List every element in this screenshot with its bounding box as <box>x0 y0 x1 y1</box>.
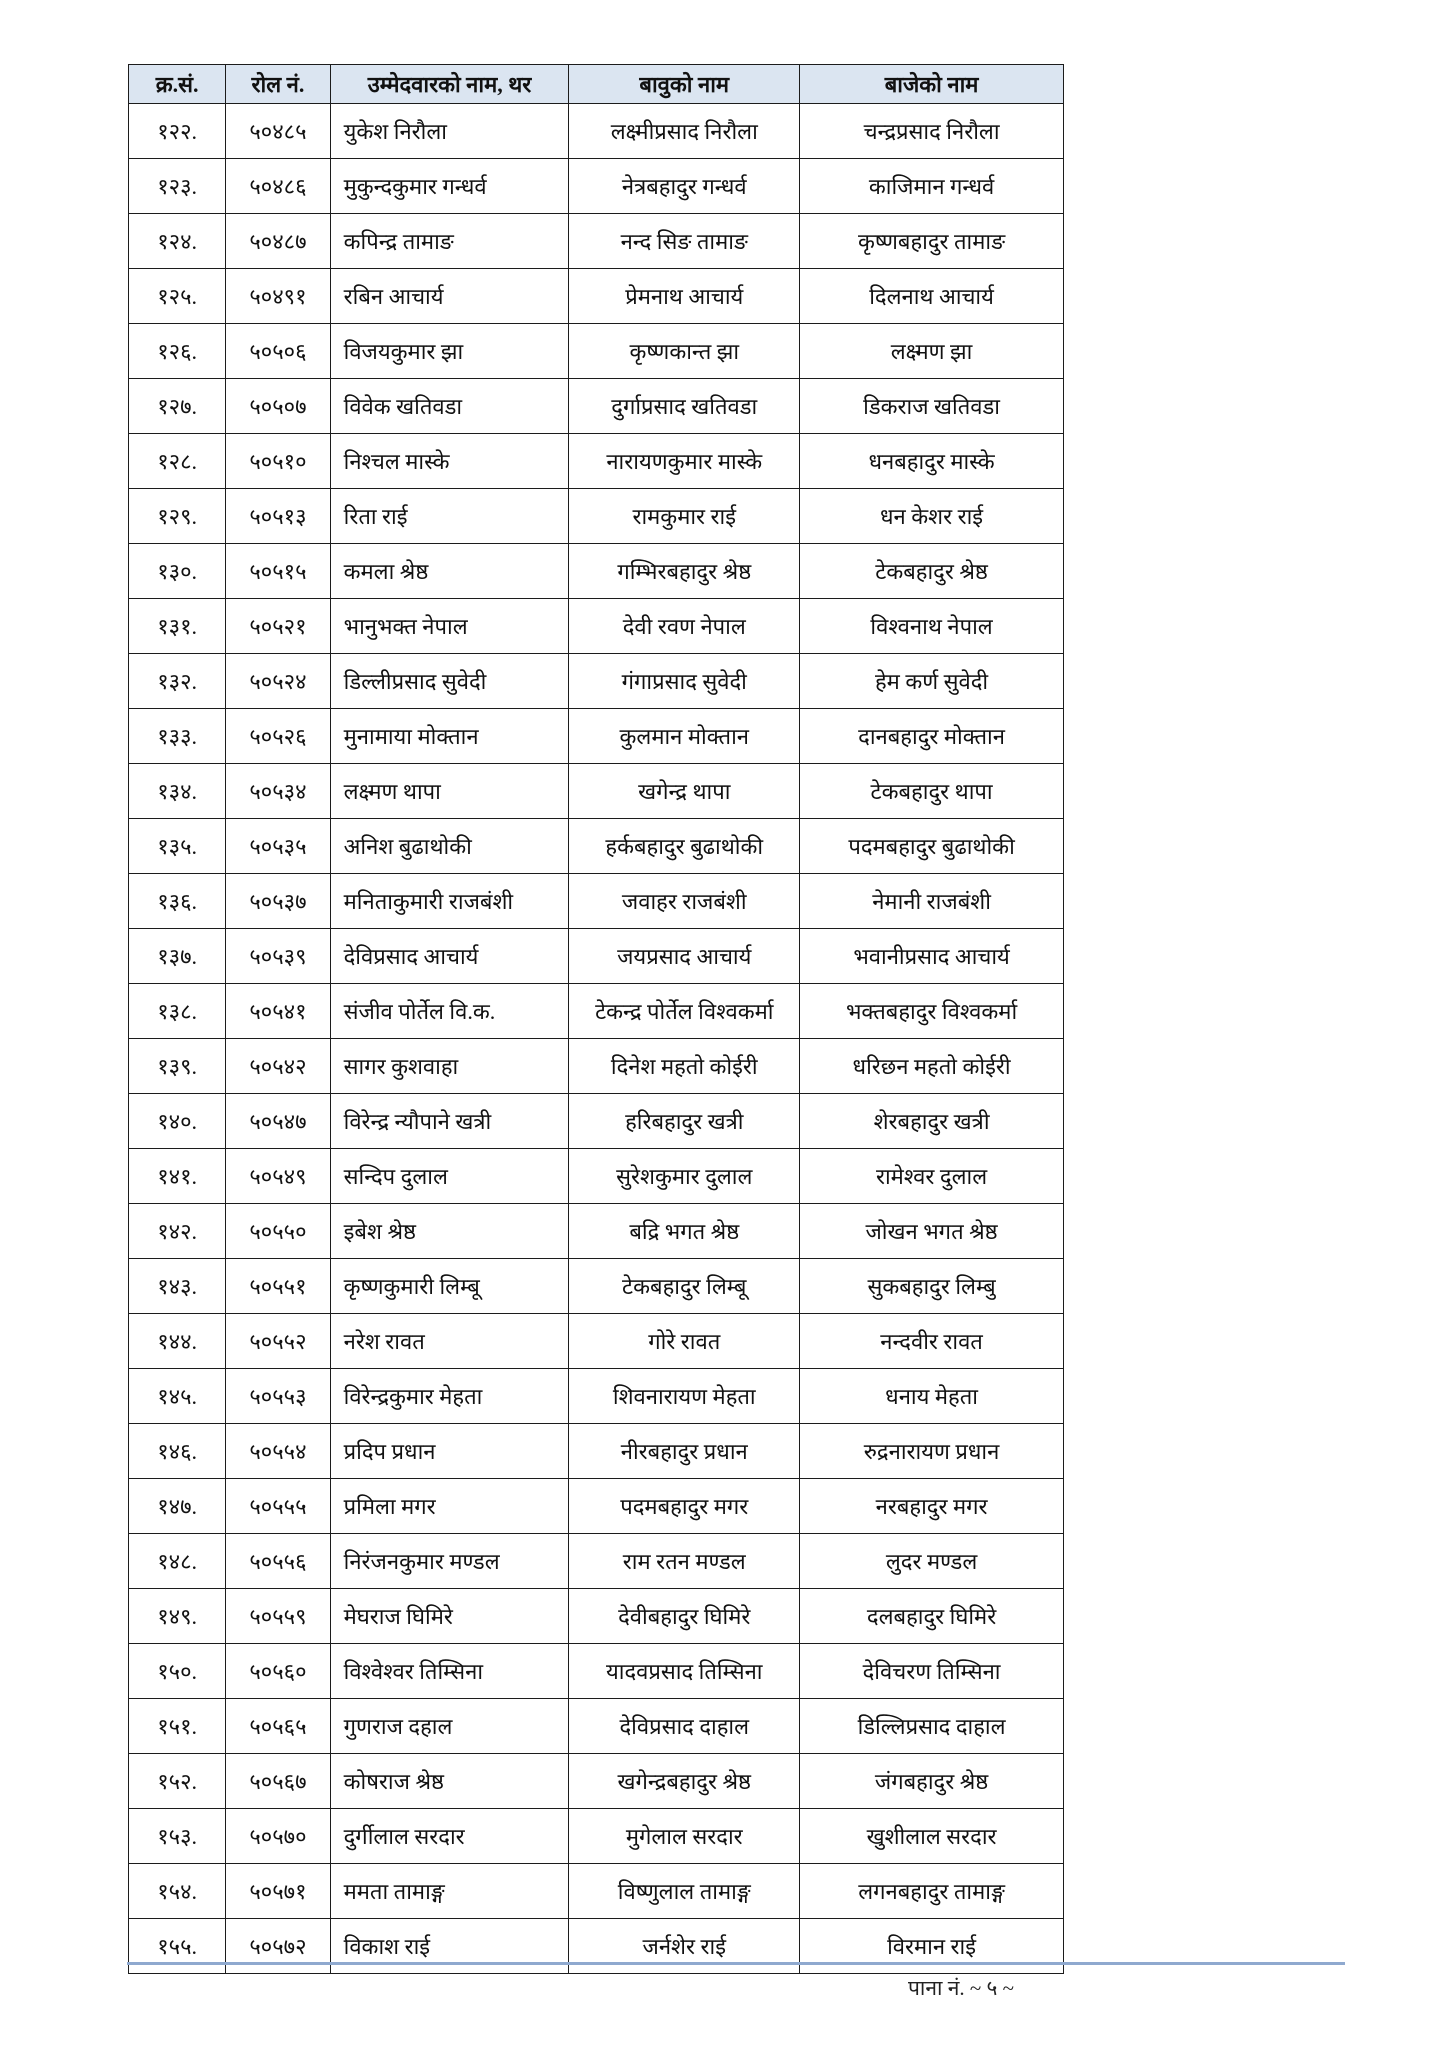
table-cell: १३९. <box>129 1039 226 1094</box>
table-cell: प्रमिला मगर <box>330 1479 569 1534</box>
table-cell: संजीव पोर्तेल वि.क. <box>330 984 569 1039</box>
table-row <box>129 1094 1064 1149</box>
table-cell: ५०५२६ <box>226 709 330 764</box>
table-row <box>129 214 1064 269</box>
table-cell: १५३. <box>129 1809 226 1864</box>
table-cell: १२२. <box>129 104 226 159</box>
table-cell: लक्ष्मण झा <box>800 324 1064 379</box>
table-cell: यादवप्रसाद तिम्सिना <box>569 1644 800 1699</box>
table-cell: बद्रि भगत श्रेष्ठ <box>569 1204 800 1259</box>
table-row <box>129 1039 1064 1094</box>
table-cell: देविप्रसाद दाहाल <box>569 1699 800 1754</box>
table-cell: डिल्लीप्रसाद सुवेदी <box>330 654 569 709</box>
table-cell: कृष्णबहादुर तामाङ <box>800 214 1064 269</box>
table-cell: ५०५४२ <box>226 1039 330 1094</box>
table-cell: ५०५०७ <box>226 379 330 434</box>
table-cell: १२५. <box>129 269 226 324</box>
table-cell: जोखन भगत श्रेष्ठ <box>800 1204 1064 1259</box>
table-row <box>129 709 1064 764</box>
table-row <box>129 1534 1064 1589</box>
table-cell: प्रदिप प्रधान <box>330 1424 569 1479</box>
table-cell: १२६. <box>129 324 226 379</box>
table-cell: कोषराज श्रेष्ठ <box>330 1754 569 1809</box>
table-row <box>129 929 1064 984</box>
table-cell: १५१. <box>129 1699 226 1754</box>
table-row <box>129 1149 1064 1204</box>
header-row <box>129 65 1064 104</box>
table-cell: कृष्णकान्त झा <box>569 324 800 379</box>
table-cell: सुरेशकुमार दुलाल <box>569 1149 800 1204</box>
table-cell: रामेश्वर दुलाल <box>800 1149 1064 1204</box>
table-cell: ५०५३५ <box>226 819 330 874</box>
table-cell: विवेक खतिवडा <box>330 379 569 434</box>
table-row <box>129 1424 1064 1479</box>
table-cell: विश्वेश्वर तिम्सिना <box>330 1644 569 1699</box>
table-cell: टेकन्द्र पोर्तेल विश्वकर्मा <box>569 984 800 1039</box>
table-cell: ५०५१३ <box>226 489 330 544</box>
table-row <box>129 1369 1064 1424</box>
table-row <box>129 1809 1064 1864</box>
table-cell: ५०५७१ <box>226 1864 330 1919</box>
table-cell: १४५. <box>129 1369 226 1424</box>
table-cell: ५०५५३ <box>226 1369 330 1424</box>
table-row <box>129 1644 1064 1699</box>
table-cell: ५०५५९ <box>226 1589 330 1644</box>
table-cell: मुकुन्दकुमार गन्धर्व <box>330 159 569 214</box>
table-cell: जयप्रसाद आचार्य <box>569 929 800 984</box>
table-cell: १२९. <box>129 489 226 544</box>
candidates-table <box>128 64 1064 1974</box>
table-row <box>129 1864 1064 1919</box>
table-cell: दिलनाथ आचार्य <box>800 269 1064 324</box>
table-cell: ५०५६० <box>226 1644 330 1699</box>
table-cell: विरेन्द्रकुमार मेहता <box>330 1369 569 1424</box>
table-cell: सन्दिप दुलाल <box>330 1149 569 1204</box>
table-row <box>129 874 1064 929</box>
table-cell: १४०. <box>129 1094 226 1149</box>
table-cell: ५०४८५ <box>226 104 330 159</box>
table-cell: लुदर मण्डल <box>800 1534 1064 1589</box>
table-cell: १४७. <box>129 1479 226 1534</box>
table-cell: जंगबहादुर श्रेष्ठ <box>800 1754 1064 1809</box>
table-cell: डिल्लिप्रसाद दाहाल <box>800 1699 1064 1754</box>
table-cell: १३१. <box>129 599 226 654</box>
table-cell: इबेश श्रेष्ठ <box>330 1204 569 1259</box>
table-cell: मुगेलाल सरदार <box>569 1809 800 1864</box>
table-cell: देवी रवण नेपाल <box>569 599 800 654</box>
table-cell: ५०५३९ <box>226 929 330 984</box>
table-cell: विश्वनाथ नेपाल <box>800 599 1064 654</box>
table-cell: देवीबहादुर घिमिरे <box>569 1589 800 1644</box>
table-cell: १३४. <box>129 764 226 819</box>
column-header-roll-number: रोल नं. <box>226 65 330 104</box>
table-cell: ५०४८६ <box>226 159 330 214</box>
table-cell: १३३. <box>129 709 226 764</box>
table-cell: ५०५०६ <box>226 324 330 379</box>
table-cell: काजिमान गन्धर्व <box>800 159 1064 214</box>
table-cell: गुणराज दहाल <box>330 1699 569 1754</box>
table-cell: खुशीलाल सरदार <box>800 1809 1064 1864</box>
table-cell: कुलमान मोक्तान <box>569 709 800 764</box>
table-cell: ५०४८७ <box>226 214 330 269</box>
table-row <box>129 764 1064 819</box>
table-row <box>129 819 1064 874</box>
table-cell: सुकबहादुर लिम्बु <box>800 1259 1064 1314</box>
table-cell: विरेन्द्र न्यौपाने खत्री <box>330 1094 569 1149</box>
table-cell: १५२. <box>129 1754 226 1809</box>
table-cell: ५०५३७ <box>226 874 330 929</box>
table-cell: शिवनारायण मेहता <box>569 1369 800 1424</box>
table-cell: ५०५६५ <box>226 1699 330 1754</box>
table-cell: खगेन्द्र थापा <box>569 764 800 819</box>
table-row <box>129 269 1064 324</box>
table-cell: भक्तबहादुर विश्वकर्मा <box>800 984 1064 1039</box>
table-cell: १२७. <box>129 379 226 434</box>
table-cell: देविचरण तिम्सिना <box>800 1644 1064 1699</box>
table-cell: गंगाप्रसाद सुवेदी <box>569 654 800 709</box>
table-cell: नरबहादुर मगर <box>800 1479 1064 1534</box>
table-cell: १४९. <box>129 1589 226 1644</box>
table-cell: रामकुमार राई <box>569 489 800 544</box>
table-cell: गम्भिरबहादुर श्रेष्ठ <box>569 544 800 599</box>
table-cell: नन्दवीर रावत <box>800 1314 1064 1369</box>
column-header-candidate-name: उम्मेदवारको नाम, थर <box>330 65 569 104</box>
table-cell: १३८. <box>129 984 226 1039</box>
table-row <box>129 1314 1064 1369</box>
column-header-grandfather-name: बाजेको नाम <box>800 65 1064 104</box>
table-cell: भानुभक्त नेपाल <box>330 599 569 654</box>
table-cell: १२४. <box>129 214 226 269</box>
table-cell: ५०५७० <box>226 1809 330 1864</box>
table-cell: ५०५५० <box>226 1204 330 1259</box>
table-row <box>129 1479 1064 1534</box>
table-cell: सागर कुशवाहा <box>330 1039 569 1094</box>
table-cell: कमला श्रेष्ठ <box>330 544 569 599</box>
table-cell: धनबहादुर मास्के <box>800 434 1064 489</box>
table-cell: १५५. <box>129 1919 226 1974</box>
table-cell: ५०४९१ <box>226 269 330 324</box>
table-cell: ५०५५४ <box>226 1424 330 1479</box>
table-cell: ५०५२१ <box>226 599 330 654</box>
table-cell: विरमान राई <box>800 1919 1064 1974</box>
table-row <box>129 489 1064 544</box>
table-cell: कपिन्द्र तामाङ <box>330 214 569 269</box>
table-row <box>129 379 1064 434</box>
table-row <box>129 1699 1064 1754</box>
table-cell: हर्कबहादुर बुढाथोकी <box>569 819 800 874</box>
table-cell: ५०५५५ <box>226 1479 330 1534</box>
table-cell: विजयकुमार झा <box>330 324 569 379</box>
table-cell: १४२. <box>129 1204 226 1259</box>
table-cell: ५०५७२ <box>226 1919 330 1974</box>
table-cell: १५४. <box>129 1864 226 1919</box>
table-row <box>129 434 1064 489</box>
table-cell: ५०५५६ <box>226 1534 330 1589</box>
table-row <box>129 1589 1064 1644</box>
table-row <box>129 1259 1064 1314</box>
table-row <box>129 1204 1064 1259</box>
table-cell: १२८. <box>129 434 226 489</box>
table-cell: ममता तामाङ्ग <box>330 1864 569 1919</box>
table-cell: ५०५३४ <box>226 764 330 819</box>
table-cell: लक्ष्मीप्रसाद निरौला <box>569 104 800 159</box>
table-cell: मेघराज घिमिरे <box>330 1589 569 1644</box>
table-cell: टेकबहादुर लिम्बू <box>569 1259 800 1314</box>
table-cell: धन केशर राई <box>800 489 1064 544</box>
table-cell: धनाय मेहता <box>800 1369 1064 1424</box>
table-cell: मुनामाया मोक्तान <box>330 709 569 764</box>
table-cell: रिता राई <box>330 489 569 544</box>
table-cell: १३०. <box>129 544 226 599</box>
table-cell: १३२. <box>129 654 226 709</box>
table-cell: ५०५१० <box>226 434 330 489</box>
table-cell: नन्द सिङ तामाङ <box>569 214 800 269</box>
table-cell: १४३. <box>129 1259 226 1314</box>
table-cell: देविप्रसाद आचार्य <box>330 929 569 984</box>
table-cell: ५०५५२ <box>226 1314 330 1369</box>
table-row <box>129 1754 1064 1809</box>
table-cell: दिनेश महतो कोईरी <box>569 1039 800 1094</box>
table-cell: चन्द्रप्रसाद निरौला <box>800 104 1064 159</box>
table-cell: १४१. <box>129 1149 226 1204</box>
table-cell: लगनबहादुर तामाङ्ग <box>800 1864 1064 1919</box>
table-cell: ५०५५१ <box>226 1259 330 1314</box>
table-cell: लक्ष्मण थापा <box>330 764 569 819</box>
column-header-serial-number: क्र.सं. <box>129 65 226 104</box>
table-cell: १५०. <box>129 1644 226 1699</box>
table-body <box>129 104 1064 1974</box>
table-cell: भवानीप्रसाद आचार्य <box>800 929 1064 984</box>
table-cell: राम रतन मण्डल <box>569 1534 800 1589</box>
table-cell: जर्नशेर राई <box>569 1919 800 1974</box>
table-cell: १३७. <box>129 929 226 984</box>
table-cell: नरेश रावत <box>330 1314 569 1369</box>
table-row <box>129 159 1064 214</box>
column-header-father-name: बावुको नाम <box>569 65 800 104</box>
table-cell: युकेश निरौला <box>330 104 569 159</box>
table-cell: निश्चल मास्के <box>330 434 569 489</box>
table-cell: निरंजनकुमार मण्डल <box>330 1534 569 1589</box>
table-cell: १४८. <box>129 1534 226 1589</box>
table-cell: १४६. <box>129 1424 226 1479</box>
table-cell: नीरबहादुर प्रधान <box>569 1424 800 1479</box>
table-cell: गोरे रावत <box>569 1314 800 1369</box>
table-cell: रुद्रनारायण प्रधान <box>800 1424 1064 1479</box>
table-cell: ५०५१५ <box>226 544 330 599</box>
table-cell: १४४. <box>129 1314 226 1369</box>
table-row <box>129 544 1064 599</box>
table-cell: ५०५४१ <box>226 984 330 1039</box>
table-cell: विकाश राई <box>330 1919 569 1974</box>
table-cell: कृष्णकुमारी लिम्बू <box>330 1259 569 1314</box>
table-cell: नारायणकुमार मास्के <box>569 434 800 489</box>
table-cell: १३६. <box>129 874 226 929</box>
page-number: पाना नं. ~ ५ ~ <box>907 1976 1014 2000</box>
table-cell: जवाहर राजबंशी <box>569 874 800 929</box>
table-cell: ५०५४९ <box>226 1149 330 1204</box>
table-cell: डिकराज खतिवडा <box>800 379 1064 434</box>
table-cell: पदमबहादुर मगर <box>569 1479 800 1534</box>
table-cell: धरिछन महतो कोईरी <box>800 1039 1064 1094</box>
table-cell: हेम कर्ण सुवेदी <box>800 654 1064 709</box>
table-cell: नेमानी राजबंशी <box>800 874 1064 929</box>
table-cell: खगेन्द्रबहादुर श्रेष्ठ <box>569 1754 800 1809</box>
table-cell: ५०५६७ <box>226 1754 330 1809</box>
table-row <box>129 104 1064 159</box>
table-cell: टेकबहादुर श्रेष्ठ <box>800 544 1064 599</box>
footer-divider <box>127 1962 1345 1965</box>
table-cell: नेत्रबहादुर गन्धर्व <box>569 159 800 214</box>
table-cell: हरिबहादुर खत्री <box>569 1094 800 1149</box>
table-row <box>129 324 1064 379</box>
table-row <box>129 654 1064 709</box>
table-cell: प्रेमनाथ आचार्य <box>569 269 800 324</box>
table-cell: रबिन आचार्य <box>330 269 569 324</box>
table-cell: दुर्गाप्रसाद खतिवडा <box>569 379 800 434</box>
table-cell: पदमबहादुर बुढाथोकी <box>800 819 1064 874</box>
table-cell: १२३. <box>129 159 226 214</box>
table-cell: विष्णुलाल तामाङ्ग <box>569 1864 800 1919</box>
table-cell: दलबहादुर घिमिरे <box>800 1589 1064 1644</box>
table-cell: अनिश बुढाथोकी <box>330 819 569 874</box>
table-cell: १३५. <box>129 819 226 874</box>
table-cell: टेकबहादुर थापा <box>800 764 1064 819</box>
table-row <box>129 984 1064 1039</box>
table-row <box>129 599 1064 654</box>
table-cell: मनिताकुमारी राजबंशी <box>330 874 569 929</box>
table-cell: ५०५४७ <box>226 1094 330 1149</box>
table-cell: ५०५२४ <box>226 654 330 709</box>
table-cell: शेरबहादुर खत्री <box>800 1094 1064 1149</box>
table-row <box>129 1919 1064 1974</box>
table-cell: दुर्गीलाल सरदार <box>330 1809 569 1864</box>
table-cell: दानबहादुर मोक्तान <box>800 709 1064 764</box>
